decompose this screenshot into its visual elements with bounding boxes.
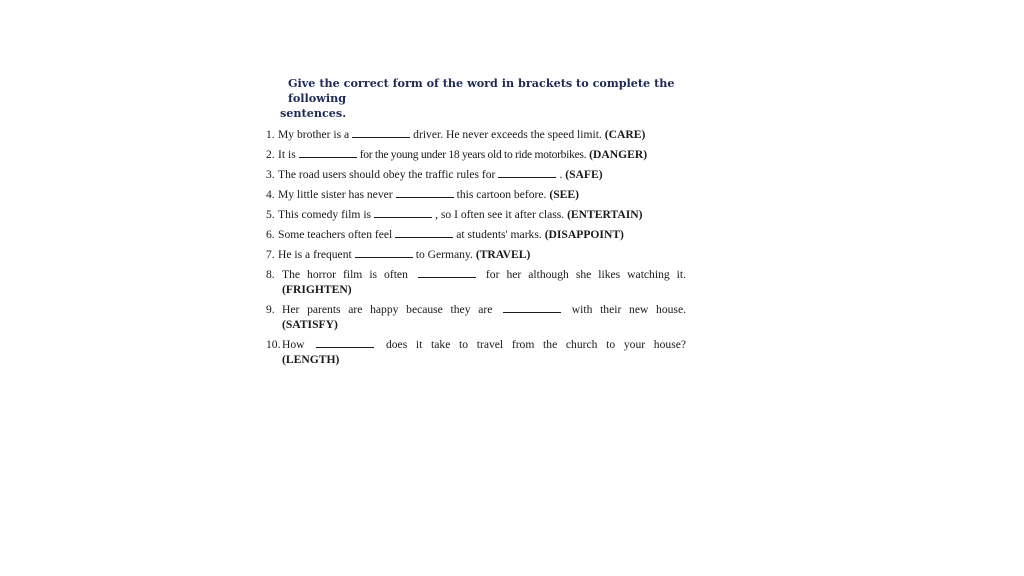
item-number: 8.: [266, 268, 275, 281]
exercise-item-5: [266, 207, 686, 222]
exercise-list: [266, 127, 686, 367]
answer-blank[interactable]: [299, 147, 357, 158]
exercise-item-2: [266, 147, 686, 162]
answer-blank[interactable]: [396, 187, 454, 198]
answer-blank[interactable]: [418, 267, 476, 278]
instruction-heading: [266, 76, 686, 121]
item-text-before: My little sister has never: [278, 188, 393, 201]
instruction-line-2: sentences.: [280, 106, 347, 120]
answer-blank[interactable]: [316, 337, 374, 348]
item-text-after: for her although she likes watching it.: [485, 268, 687, 281]
item-text-after: .: [559, 168, 563, 181]
item-number: 5.: [266, 208, 275, 221]
item-number: 9.: [266, 303, 275, 316]
item-line: [282, 267, 686, 282]
item-line: [282, 337, 686, 352]
item-number: 6.: [266, 228, 275, 241]
item-line: [282, 302, 686, 317]
keyword: (DISAPPOINT): [544, 228, 624, 241]
item-text-after: with their new house.: [571, 303, 686, 316]
worksheet: [266, 76, 686, 372]
item-text-before: Some teachers often feel: [278, 228, 393, 241]
item-number: 4.: [266, 188, 275, 201]
keyword: (ENTERTAIN): [567, 208, 643, 221]
answer-blank[interactable]: [352, 127, 410, 138]
keyword: (LENGTH): [282, 353, 340, 366]
item-text-after: to Germany.: [415, 248, 473, 261]
item-number: 2.: [266, 148, 275, 161]
item-text-after: , so I often see it after class.: [435, 208, 565, 221]
exercise-item-8: [266, 267, 686, 297]
answer-blank[interactable]: [374, 207, 432, 218]
item-text-before: How: [282, 338, 305, 351]
keyword: (SAFE): [565, 168, 603, 181]
item-text-after: for the young under 18 years old to ride motorbikes.: [359, 148, 587, 161]
answer-blank[interactable]: [395, 227, 453, 238]
item-number: 1.: [266, 128, 275, 141]
item-text-after: at students' marks.: [456, 228, 542, 241]
exercise-item-3: [266, 167, 686, 182]
item-text-before: He is a frequent: [278, 248, 352, 261]
item-number: 7.: [266, 248, 275, 261]
keyword: (CARE): [604, 128, 646, 141]
item-text-after: this cartoon before.: [456, 188, 547, 201]
instruction-line-1: Give the correct form of the word in brackets to complete the following: [288, 76, 675, 105]
answer-blank[interactable]: [498, 167, 556, 178]
exercise-item-9: [266, 302, 686, 332]
exercise-item-10: [266, 337, 686, 367]
exercise-item-1: [266, 127, 686, 142]
exercise-item-6: [266, 227, 686, 242]
item-text-before: This comedy film is: [278, 208, 372, 221]
item-text-before: My brother is a: [278, 128, 350, 141]
keyword: (SATISFY): [282, 318, 338, 331]
item-text-before: The road users should obey the traffic rules for: [278, 168, 496, 181]
exercise-item-7: [266, 247, 686, 262]
item-text-after: does it take to travel from the church to your house?: [385, 338, 687, 351]
item-text-before: It is: [278, 148, 296, 161]
keyword: (DANGER): [589, 148, 648, 161]
item-number: 10.: [266, 338, 281, 351]
keyword: (SEE): [549, 188, 579, 201]
item-text-before: Her parents are happy because they are: [282, 303, 493, 316]
exercise-item-4: [266, 187, 686, 202]
keyword: (TRAVEL): [475, 248, 531, 261]
item-text-before: The horror film is often: [282, 268, 408, 281]
item-text-after: driver. He never exceeds the speed limit.: [413, 128, 602, 141]
answer-blank[interactable]: [355, 247, 413, 258]
keyword: (FRIGHTEN): [282, 283, 352, 296]
item-number: 3.: [266, 168, 275, 181]
answer-blank[interactable]: [503, 302, 561, 313]
